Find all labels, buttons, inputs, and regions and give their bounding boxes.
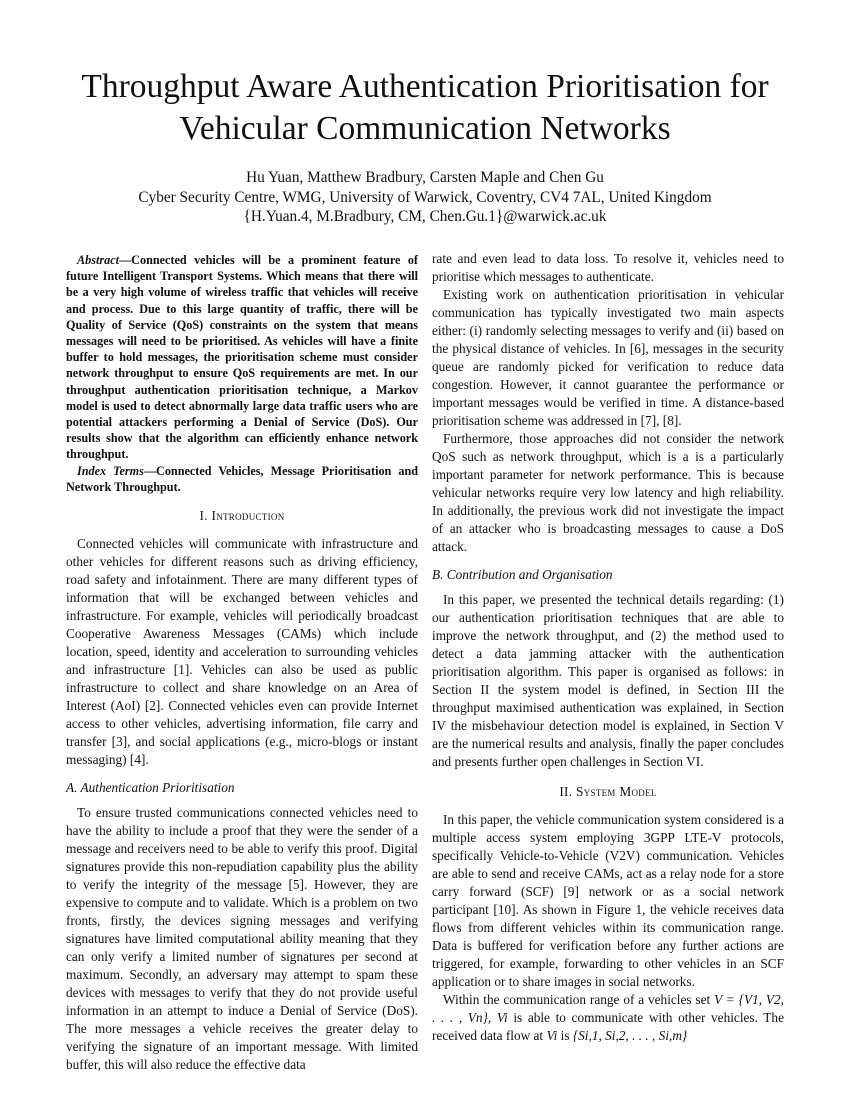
section-heading-system-model: [432, 783, 784, 801]
left-column: [66, 252, 418, 1074]
index-terms: [66, 463, 418, 495]
system-text-b: is able to communicate with other vehicles. The received data flow at: [432, 1010, 784, 1043]
system-paragraph-2: [432, 991, 784, 1045]
intro-paragraph-2-continued: rate and even lead to data loss. To resolve it, vehicles need to prioritise which messages to authenticate.: [432, 251, 784, 284]
section-number: II.: [559, 784, 573, 799]
subsection-heading-auth-prioritisation: A. Authentication Prioritisation: [66, 780, 235, 796]
intro-paragraph-5: In this paper, we presented the technical details regarding: (1) our authentication prioritisation techniques that are able to improve the network throughput, and (2) the method used to detect a data jamming attacker with the authentication prioritisation algorithm. This paper is organised as follows: in Section II the system model is defined, in Section III the throughput maximised authentication was explained, in Section IV the misbehaviour detection model is explained, in Section V are the numerical results and analysis, finally the paper concludes and presents further open challenges in Section VI.: [432, 592, 784, 769]
intro-paragraph-3: Existing work on authentication prioritisation in vehicular communication has typically investigated two main aspects either: (i) randomly selecting messages to verify and (ii) based on the physical distance of vehicles. In [6], messages in the security queue are randomly picked for verification to reduce data congestion. However, it cannot guarantee the performance or important messages would be verified in time. A distance-based prioritisation scheme was addressed in [7], [8].: [432, 287, 784, 428]
paper-title: [40, 66, 810, 150]
math-data-flow-set: {Si,1, Si,2, . . . , Si,m}: [572, 1028, 688, 1043]
index-terms-label: Index Terms: [77, 463, 144, 478]
abstract-text: —Connected vehicles will be a prominent feature of future Intelligent Transport Systems. Which means that there will be a very high volume of wireless traffic that vehicles will receive and process. Due to this large quantity of traffic, there will be Quality of Service (QoS) constraints on the system that means messages will need to be prioritised. As vehicles will have a finite buffer to hold messages, the prioritisation scheme must consider network throughput to ensure QoS requirements are met. In our throughput authentication prioritisation technique, a Markov model is used to detect abnormally large data traffic users who are potential attackers performing a Denial of Service (DoS). Our results show that the algorithm can efficiently enhance network throughput.: [66, 253, 418, 462]
abstract-paragraph: [66, 252, 418, 463]
abstract-label: Abstract: [77, 253, 119, 267]
title-line-2: Vehicular Communication Networks: [179, 110, 671, 147]
intro-paragraph-1: Connected vehicles will communicate with infrastructure and other vehicles for different reasons such as driving efficiency, road safety and infotainment. There are many different types of information that will be exchanged between vehicles and infrastructure. For example, vehicles will periodically broadcast Cooperative Awareness Messages (CAMs) which include location, speed, identity and acceleration to surrounding vehicles and infrastructure [1]. Vehicles can also be used as public infrastructure to collect and share knowledge on an Area of Interest (AoI) [2]. Connected vehicles even can provide Internet access to other vehicles, advertising information, file carry and transfer [3], and social applications (e.g., micro-blogs or instant messaging) [4].: [66, 536, 418, 768]
math-vehicle-set: V = {V1, V2, . . . , Vn}, Vi: [432, 992, 784, 1025]
section-title: System Model: [576, 784, 657, 799]
title-line-1: Throughput Aware Authentication Prioritisation for: [81, 68, 769, 105]
intro-paragraph-4: Furthermore, those approaches did not consider the network QoS such as network throughput, which is a is a particularly important parameter for network performance. This is because vehicular networks require very low latency and high reliability. In additionally, the previous work did not investigate the impact of an attacker who is broadcasting messages to cause a DoS attack.: [432, 431, 784, 554]
intro-paragraph-2: To ensure trusted communications connected vehicles need to have the ability to include a proof that they were the sender of a message and receivers need to be able to verify this proof. Digital signatures provide this non-repudiation capability plus the ability to verify the integrity of the message [5]. However, they are expensive to compute and to validate. Which is a problem on two fronts, firstly, the devices signing messages and verifying signatures have limited computational ability meaning that they can only verify a limited number of signatures per second at maximum. Secondly, an adversary may attempt to spam these devices with messages to verify that they do not provide useful information in an attempt to induce a Denial of Service (DoS). The more messages a vehicle receives the greater delay to verifying the signature of an important message. With limited buffer, this will also reduce the effective data: [66, 805, 418, 1073]
math-vi: Vi: [546, 1028, 558, 1043]
system-paragraph-1: In this paper, the vehicle communication system considered is a multiple access system employing 3GPP LTE-V protocols, specifically Vehicle-to-Vehicle (V2V) communication. Vehicles are able to send and receive CAMs, act as a relay node for a store carry forward (SCF) [9] network or as a social network participant [10]. As shown in Figure 1, the vehicle receives data flows from different vehicles within its communication range. Data is buffered for verification before any further actions are triggered, for example, forwarding to other vehicles in an SCF application or to share images in social networks.: [432, 812, 784, 989]
author-affiliation: Cyber Security Centre, WMG, University of Warwick, Coventry, CV4 7AL, United Kingdom: [138, 188, 712, 206]
system-text-c: is: [557, 1028, 573, 1043]
section-number: I.: [199, 508, 208, 524]
author-block: [40, 168, 810, 227]
author-names: Hu Yuan, Matthew Bradbury, Carsten Maple and Chen Gu: [246, 169, 604, 186]
right-column: [432, 250, 784, 1045]
section-title: Introduction: [211, 508, 285, 524]
section-heading-introduction: [66, 507, 418, 525]
system-text-a: Within the communication range of a vehicles set: [443, 992, 715, 1007]
author-emails: {H.Yuan.4, M.Bradbury, CM, Chen.Gu.1}@warwick.ac.uk: [243, 208, 607, 225]
index-terms-text: —Connected Vehicles, Message Prioritisation and Network Throughput.: [66, 463, 418, 494]
abstract: [66, 252, 418, 495]
subsection-heading-contribution: B. Contribution and Organisation: [432, 567, 613, 582]
